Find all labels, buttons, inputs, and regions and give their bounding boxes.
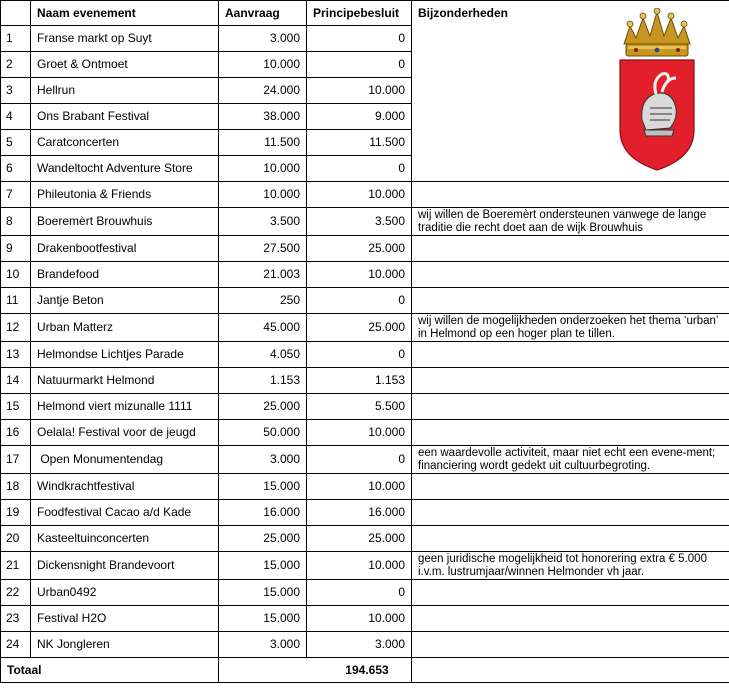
row-number: 21: [1, 552, 31, 580]
event-name: Brandefood: [31, 262, 219, 288]
decision-amount: 25.000: [307, 314, 412, 342]
request-amount: 15.000: [219, 580, 307, 606]
decision-amount: 0: [307, 52, 412, 78]
request-amount: 38.000: [219, 104, 307, 130]
request-amount: 27.500: [219, 236, 307, 262]
event-name: Groet & Ontmoet: [31, 52, 219, 78]
decision-amount: 10.000: [307, 78, 412, 104]
table-row: [1, 288, 729, 314]
event-name: Wandeltocht Adventure Store: [31, 156, 219, 182]
note-text: [412, 368, 729, 394]
event-name: Hellrun: [31, 78, 219, 104]
decision-amount: 5.500: [307, 394, 412, 420]
row-number: 1: [1, 26, 31, 52]
row-number: 24: [1, 632, 31, 658]
request-amount: 11.500: [219, 130, 307, 156]
row-number: 15: [1, 394, 31, 420]
request-amount: 16.000: [219, 500, 307, 526]
decision-amount: 10.000: [307, 474, 412, 500]
note-text: wij willen de mogelijkheden onderzoeken het thema ‘urban’ in Helmond op een hoger plan te tillen.: [412, 314, 729, 342]
table-row: [1, 342, 729, 368]
table-row: [1, 500, 729, 526]
decision-amount: 10.000: [307, 606, 412, 632]
note-text: een waardevolle activiteit, maar niet echt een evene-ment; financiering wordt gedekt uit cultuurbegroting.: [412, 446, 729, 474]
event-name: Jantje Beton: [31, 288, 219, 314]
table-row: [1, 182, 729, 208]
event-name: Franse markt op Suyt: [31, 26, 219, 52]
decision-amount: 25.000: [307, 526, 412, 552]
row-number: 5: [1, 130, 31, 156]
note-text: [412, 526, 729, 552]
row-number: 12: [1, 314, 31, 342]
crown-icon: [624, 8, 690, 56]
table-row: [1, 236, 729, 262]
note-text: [412, 236, 729, 262]
event-name: Caratconcerten: [31, 130, 219, 156]
total-notes: [412, 658, 729, 683]
table-row: [1, 208, 729, 236]
total-row: [1, 658, 729, 683]
request-amount: 3.500: [219, 208, 307, 236]
note-text: [412, 420, 729, 446]
request-amount: 3.000: [219, 446, 307, 474]
event-name: Helmondse Lichtjes Parade: [31, 342, 219, 368]
request-amount: 3.000: [219, 632, 307, 658]
event-name: Urban Matterz: [31, 314, 219, 342]
event-name: Phileutonia & Friends: [31, 182, 219, 208]
table-row: [1, 474, 729, 500]
request-amount: 15.000: [219, 552, 307, 580]
note-text: [412, 474, 729, 500]
decision-amount: 0: [307, 288, 412, 314]
total-label: Totaal: [1, 658, 219, 683]
table-row: [1, 262, 729, 288]
event-name: Urban0492: [31, 580, 219, 606]
event-name: Oelala! Festival voor de jeugd: [31, 420, 219, 446]
row-number: 8: [1, 208, 31, 236]
table-row: [1, 314, 729, 342]
note-text: [412, 182, 729, 208]
request-amount: 15.000: [219, 474, 307, 500]
header-index: [1, 1, 31, 26]
table-row: [1, 580, 729, 606]
decision-amount: 0: [307, 580, 412, 606]
table-row: [1, 368, 729, 394]
note-text: [412, 262, 729, 288]
decision-amount: 3.000: [307, 632, 412, 658]
table-row: [1, 526, 729, 552]
row-number: 14: [1, 368, 31, 394]
row-number: 22: [1, 580, 31, 606]
helmond-coat-of-arms-icon: [616, 8, 698, 172]
decision-amount: 0: [307, 342, 412, 368]
event-name: Ons Brabant Festival: [31, 104, 219, 130]
row-number: 13: [1, 342, 31, 368]
note-text: geen juridische mogelijkheid tot honorering extra € 5.000 i.v.m. lustrumjaar/winnen Helmonder vh jaar.: [412, 552, 729, 580]
row-number: 10: [1, 262, 31, 288]
decision-amount: 9.000: [307, 104, 412, 130]
request-amount: 10.000: [219, 182, 307, 208]
table-row: [1, 606, 729, 632]
request-amount: 1.153: [219, 368, 307, 394]
request-amount: 25.000: [219, 394, 307, 420]
row-number: 16: [1, 420, 31, 446]
event-name: Kasteeltuinconcerten: [31, 526, 219, 552]
note-text: [412, 580, 729, 606]
table-row: [1, 632, 729, 658]
event-name: Helmond viert mizunalle 1111: [31, 394, 219, 420]
table-row: [1, 552, 729, 580]
row-number: 9: [1, 236, 31, 262]
event-name: Natuurmarkt Helmond: [31, 368, 219, 394]
table-row: [1, 446, 729, 474]
decision-amount: 1.153: [307, 368, 412, 394]
note-text: [412, 394, 729, 420]
row-number: 23: [1, 606, 31, 632]
header-name: Naam evenement: [31, 1, 219, 26]
request-amount: 25.000: [219, 526, 307, 552]
decision-amount: 11.500: [307, 130, 412, 156]
row-number: 17: [1, 446, 31, 474]
decision-amount: 25.000: [307, 236, 412, 262]
row-number: 19: [1, 500, 31, 526]
event-name: NK Jongleren: [31, 632, 219, 658]
decision-amount: 3.500: [307, 208, 412, 236]
request-amount: 21.003: [219, 262, 307, 288]
row-number: 20: [1, 526, 31, 552]
decision-amount: 10.000: [307, 552, 412, 580]
table-row: [1, 420, 729, 446]
row-number: 4: [1, 104, 31, 130]
event-name: Festival H2O: [31, 606, 219, 632]
request-amount: 15.000: [219, 606, 307, 632]
note-text: [412, 632, 729, 658]
row-number: 7: [1, 182, 31, 208]
note-text: [412, 606, 729, 632]
request-amount: 4.050: [219, 342, 307, 368]
decision-amount: 0: [307, 446, 412, 474]
note-text: [412, 288, 729, 314]
decision-amount: 10.000: [307, 262, 412, 288]
row-number: 11: [1, 288, 31, 314]
decision-amount: 10.000: [307, 182, 412, 208]
note-text: [412, 342, 729, 368]
request-amount: 50.000: [219, 420, 307, 446]
decision-amount: 0: [307, 156, 412, 182]
table-row: [1, 394, 729, 420]
event-name: Drakenbootfestival: [31, 236, 219, 262]
event-name: Windkrachtfestival: [31, 474, 219, 500]
decision-amount: 16.000: [307, 500, 412, 526]
row-number: 6: [1, 156, 31, 182]
event-name: Open Monumentendag: [31, 446, 219, 474]
event-name: Foodfestival Cacao a/d Kade: [31, 500, 219, 526]
header-request: Aanvraag: [219, 1, 307, 26]
header-notes: Bijzonderheden: [412, 1, 729, 26]
event-name: Dickensnight Brandevoort: [31, 552, 219, 580]
request-amount: 3.000: [219, 26, 307, 52]
request-amount: 10.000: [219, 156, 307, 182]
note-text: wij willen de Boeremèrt ondersteunen vanwege de lange traditie die recht doet aan de wijk Brouwhuis: [412, 208, 729, 236]
request-amount: 45.000: [219, 314, 307, 342]
note-text: [412, 500, 729, 526]
decision-amount: 0: [307, 26, 412, 52]
header-decision: Principebesluit: [307, 1, 412, 26]
event-name: Boeremèrt Brouwhuis: [31, 208, 219, 236]
decision-amount: 10.000: [307, 420, 412, 446]
row-number: 2: [1, 52, 31, 78]
row-number: 18: [1, 474, 31, 500]
request-amount: 250: [219, 288, 307, 314]
request-amount: 10.000: [219, 52, 307, 78]
row-number: 3: [1, 78, 31, 104]
request-amount: 24.000: [219, 78, 307, 104]
total-value: 194.653: [219, 658, 412, 683]
